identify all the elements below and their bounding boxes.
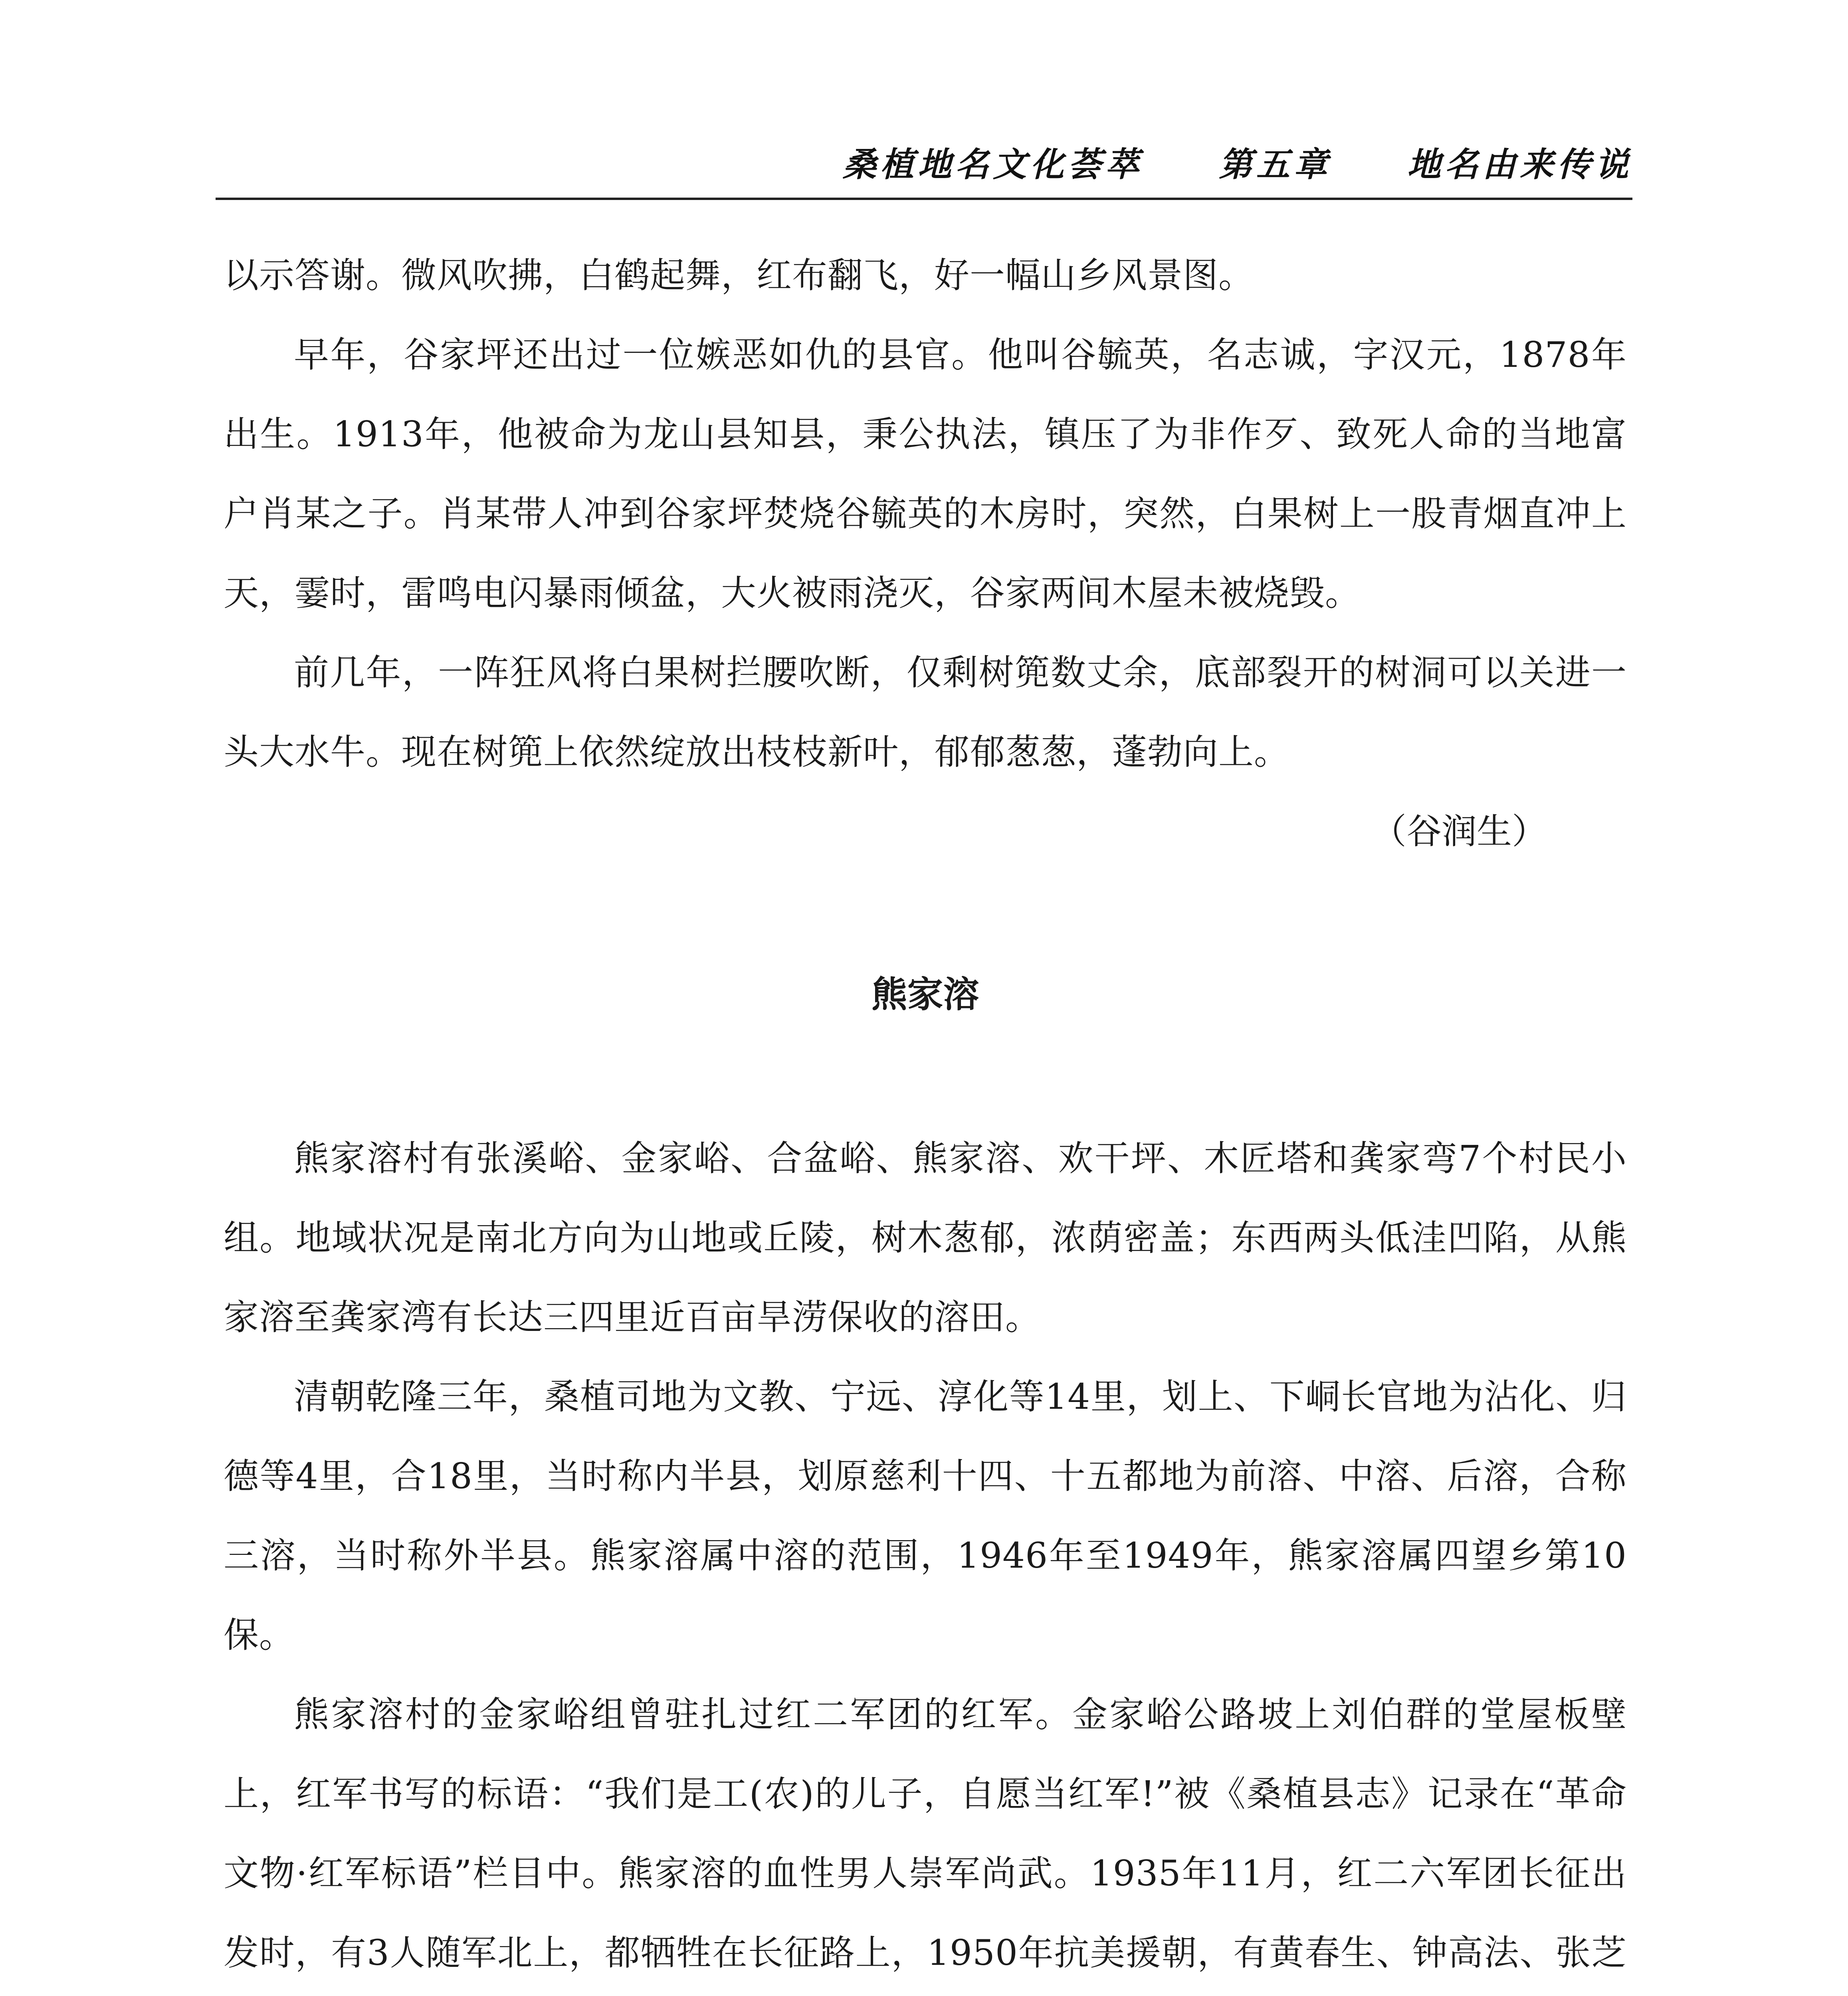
chapter-number: 第五章 xyxy=(1218,145,1331,184)
author-credit: （谷润生） xyxy=(1371,811,1547,852)
paragraph: 前几年，一阵狂风将白果树拦腰吹断，仅剩树篼数丈余，底部裂开的树洞可以关进一头大水牛。现在树篼上依然绽放出枝枝新叶，郁郁葱葱，蓬勃向上。 xyxy=(224,652,1627,772)
section-title: 熊家溶 xyxy=(871,974,979,1016)
paragraph: 熊家溶村有张溪峪、金家峪、合盆峪、熊家溶、欢干坪、木匠塔和龚家弯7个村民小组。地域状况是南北方向为山地或丘陵，树木葱郁，浓荫密盖；东西两头低洼凹陷，从熊家溶至龚家湾有长达三四里近百亩旱涝保收的溶田。 xyxy=(224,1138,1627,1338)
paragraph: 早年，谷家坪还出过一位嫉恶如仇的县官。他叫谷毓英，名志诚，字汉元，1878年出生。1913年，他被命为龙山县知县，秉公执法，镇压了为非作歹、致死人命的当地富户肖某之子。肖某带人冲到谷家坪焚烧谷毓英的木房时，突然，白果树上一股青烟直冲上天，霎时，雷鸣电闪暴雨倾盆，大火被雨浇灭，谷家两间木屋未被烧毁。 xyxy=(224,334,1627,614)
header-rule xyxy=(216,198,1632,200)
book-title: 桑植地名文化荟萃 xyxy=(842,145,1143,184)
chapter-title: 地名由来传说 xyxy=(1407,145,1632,184)
paragraph: 以示答谢。微风吹拂，白鹤起舞，红布翻飞，好一幅山乡风景图。 xyxy=(224,255,1254,296)
paragraph: 清朝乾隆三年，桑植司地为文教、宁远、淳化等14里，划上、下峒长官地为沾化、归德等4里，合18里，当时称内半县，划原慈利十四、十五都地为前溶、中溶、后溶，合称三溶，当时称外半县。熊家溶属中溶的范围，1946年至1949年，熊家溶属四望乡第10保。 xyxy=(224,1376,1627,1655)
running-header xyxy=(216,134,1632,190)
body-text xyxy=(224,236,1627,1996)
paragraph: 熊家溶村的金家峪组曾驻扎过红二军团的红军。金家峪公路坡上刘伯群的堂屋板壁上，红军书写的标语：“我们是工(农)的儿子，自愿当红军!”被《桑植县志》记录在“革命文物·红军标语”栏目中。熊家溶的血性男人崇军尚武。1935年11月，红二六军团长征出发时，有3人随军北上，都牺牲在长征路上，1950年抗美援朝，有黄春生、钟高法、张芝 xyxy=(224,1694,1627,1973)
